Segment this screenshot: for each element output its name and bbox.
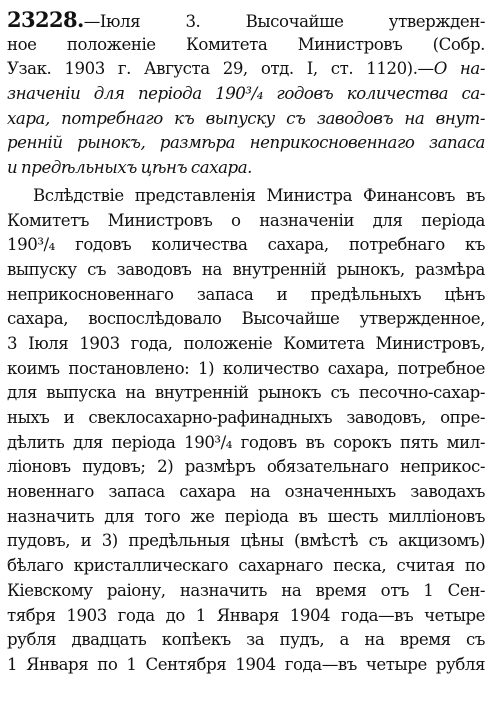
body-line: 190³/₄ годовъ количества сахара, потребнаго къ bbox=[7, 235, 485, 255]
header-text: —Іюля 3. Высочайше утвержден- bbox=[83, 12, 485, 31]
body-line: 1 Января по 1 Сентября 1904 года—въ четыре рубля bbox=[7, 654, 485, 674]
title-line: хара, потребнаго къ выпуску съ заводовъ на внут- bbox=[7, 108, 485, 128]
header-line-3 bbox=[7, 57, 485, 82]
body-line: неприкосновеннаго запаса и предѣльныхъ цѣнъ bbox=[7, 284, 485, 304]
body-line: новеннаго запаса сахара на означенныхъ заводахъ bbox=[7, 482, 485, 502]
body-paragraph bbox=[7, 184, 485, 678]
header-text: Узак. 1903 г. Августа 29, отд. I, ст. 1120).— bbox=[7, 59, 434, 79]
title-text: О на- bbox=[433, 59, 485, 79]
body-line: 3 Іюля 1903 года, положеніе Комитета Министровъ, bbox=[7, 333, 485, 353]
body-line: пудовъ, и 3) предѣльныя цѣны (вмѣстѣ съ акцизомъ) bbox=[7, 531, 485, 551]
body-line: выпуску съ заводовъ на внутренній рынокъ, размѣра bbox=[7, 259, 485, 279]
body-line: Вслѣдствіе представленія Министра Финансовъ въ bbox=[33, 185, 485, 205]
header-line-2: ное положеніе Комитета Министровъ (Собр. bbox=[7, 34, 485, 54]
title-line: ренній рынокъ, размѣра неприкосновеннаго запаса bbox=[7, 133, 485, 153]
body-line: ліоновъ пудовъ; 2) размѣръ обязательнаго неприкос- bbox=[7, 457, 485, 477]
body-line: дѣлить для періода 190³/₄ годовъ въ сорокъ пять мил- bbox=[7, 432, 485, 452]
body-line: ныхъ и свеклосахарно-рафинадныхъ заводовъ, опре- bbox=[7, 408, 485, 427]
body-line: Комитетъ Министровъ о назначеніи для періода bbox=[7, 210, 485, 230]
body-line: тября 1903 года до 1 Января 1904 года—въ четыре bbox=[7, 605, 485, 625]
body-line: коимъ постановлено: 1) количество сахара, потребное bbox=[7, 358, 485, 378]
article-number: 23228. bbox=[7, 7, 84, 32]
title-line: и предѣльныхъ цѣнъ сахара. bbox=[7, 158, 252, 178]
body-line: сахара, воспослѣдовало Высочайше утвержденное, bbox=[7, 309, 485, 329]
title-line: значеніи для періода 190³/₄ годовъ количества са- bbox=[7, 84, 485, 104]
body-line: для выпуска на внутренній рынокъ съ песочно-сахар- bbox=[7, 383, 485, 403]
header-line-1 bbox=[7, 8, 485, 33]
body-line: рубля двадцать копѣекъ за пудъ, а на время съ bbox=[7, 630, 485, 650]
body-line: бѣлаго кристаллическаго сахарнаго песка, считая по bbox=[7, 556, 485, 576]
body-line: Кіевскому раіону, назначить на время отъ 1 Сен- bbox=[7, 580, 485, 600]
body-line: назначить для того же періода въ шесть милліоновъ bbox=[7, 506, 485, 526]
